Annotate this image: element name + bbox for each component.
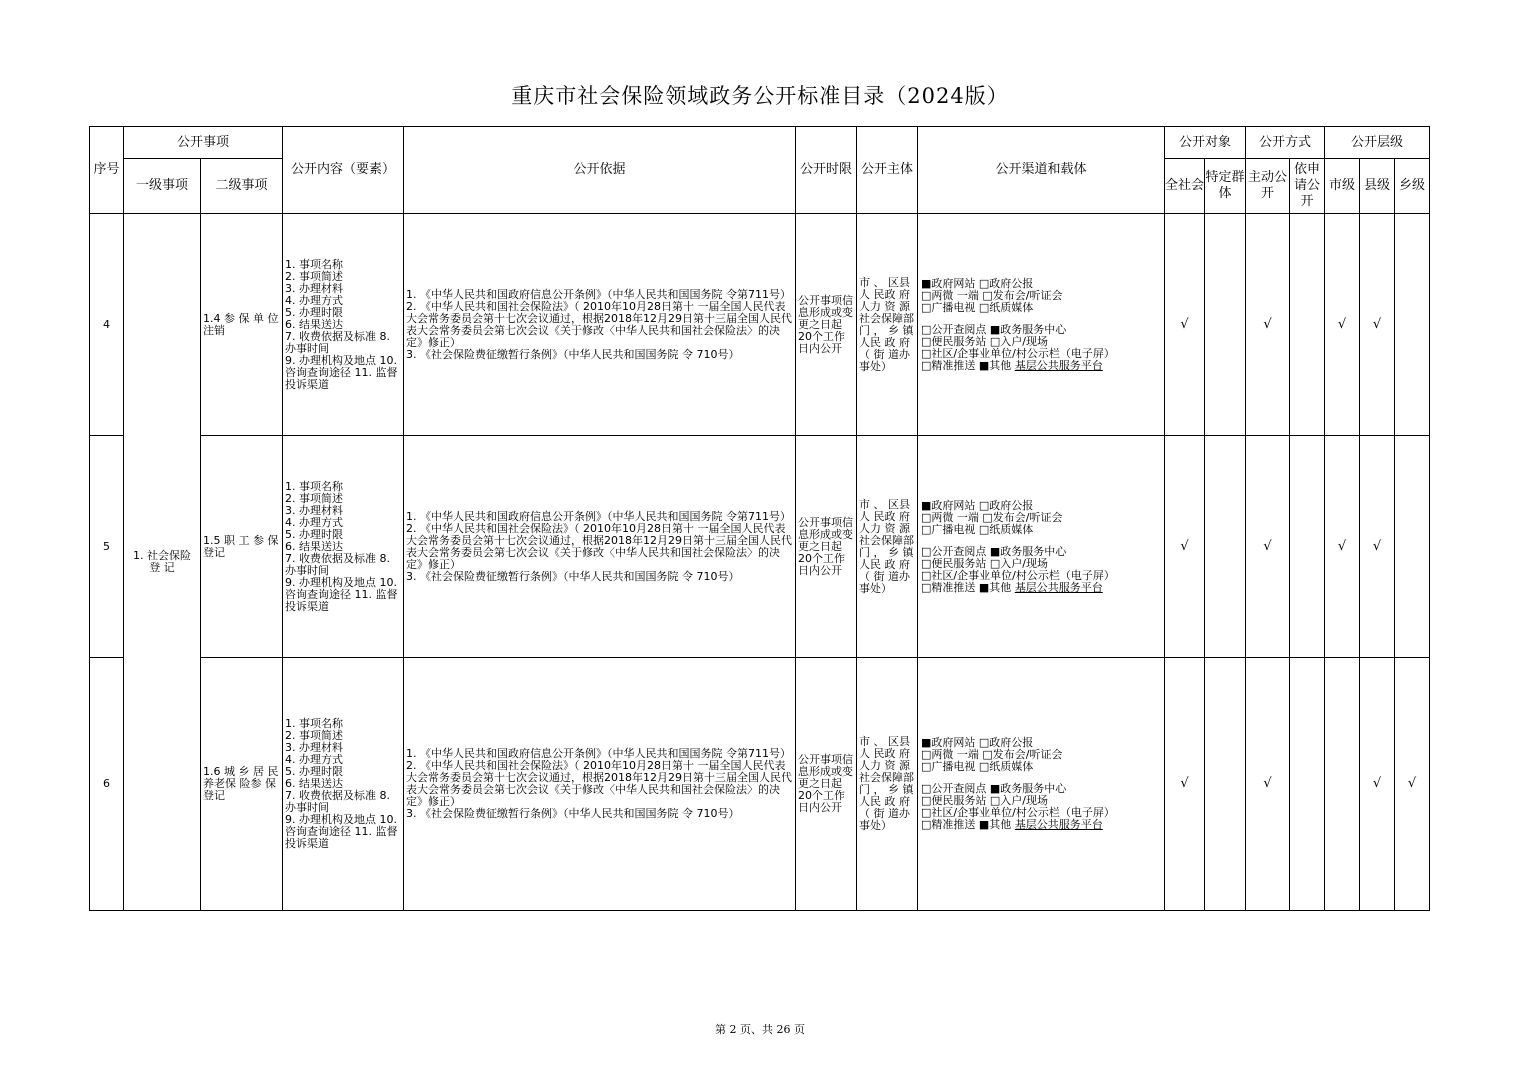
level-city-check [1325, 658, 1360, 911]
channel-line: □两微 一端 □发布会/听证会 [921, 748, 1063, 761]
level-county-check: √ [1360, 214, 1395, 436]
row-seq: 4 [90, 214, 124, 436]
channel-line: □两微 一端 □发布会/听证会 [921, 510, 1063, 524]
channel-list [918, 436, 1165, 658]
header-target-group: 公开对象 [1165, 127, 1246, 159]
basis-line: 3. 《社会保险费征缴暂行条例》（中华人民共和国国务院 令 710号） [406, 347, 740, 361]
document-title: 重庆市社会保险领域政务公开标准目录（2024版） [511, 84, 1009, 108]
target-specific-check [1205, 214, 1246, 436]
channel-line: □社区/企事业单位/村公示栏（电子屏） [921, 346, 1115, 360]
channel-line: □公开查阅点 ■政务服务中心 [921, 782, 1067, 795]
basis-line: 2. 《中华人民共和国社会保险法》（ 2010年10月28日第十 一届全国人民代表大会常务委员会第十七次会议通过，根据2018年12月29日第十三届全国人民代表大会常务委员会第七次会议《关于修改〈中华人民共和国社会保险法〉的决定》修正） [406, 299, 793, 349]
header-item-group: 公开事项 [124, 127, 283, 159]
target-all-check: √ [1165, 658, 1205, 911]
channel-line: □便民服务站 □入户/现场 [921, 794, 1049, 807]
mode-request-check [1290, 436, 1325, 658]
channel-line [921, 582, 1161, 594]
content-line: 1. 事项名称 [285, 717, 344, 730]
target-specific-check [1205, 436, 1246, 658]
target-all-check: √ [1165, 436, 1205, 658]
subject: 市 、 区县 人 民政 府 人力 资 源社会保障部门 ， 乡 镇 人民 政 府（ 街 道办事处） [857, 658, 918, 911]
content-line: 1. 事项名称 [285, 257, 344, 271]
content-line: 2. 事项简述 [285, 269, 344, 283]
content-line: 7. 收费依据及标准 8. 办事时间 [285, 551, 390, 577]
header-level-town: 乡级 [1395, 159, 1430, 214]
channel-line: ■政府网站 □政府公报 [921, 498, 1034, 512]
channel-line: ■政府网站 □政府公报 [921, 736, 1034, 749]
header-target-specific: 特定群体 [1205, 159, 1246, 214]
content-line: 5. 办理时限 [285, 527, 344, 541]
mode-active-check: √ [1246, 436, 1290, 658]
mode-request-check [1290, 214, 1325, 436]
content-line: 1. 事项名称 [285, 479, 344, 493]
channel-other-label: □精准推送 ■其他 [921, 580, 1012, 594]
channel-line [921, 819, 1161, 831]
channel-other-label: □精准推送 ■其他 [921, 818, 1012, 831]
header-level2: 二级事项 [201, 159, 283, 214]
channel-line: □便民服务站 □入户/现场 [921, 556, 1049, 570]
table-row [90, 214, 1430, 436]
content-list [283, 658, 404, 911]
level-town-check: √ [1395, 658, 1430, 911]
level1-item: 1. 社会保险 登 记 [124, 214, 201, 911]
basis-line: 2. 《中华人民共和国社会保险法》（ 2010年10月28日第十 一届全国人民代表大会常务委员会第十七次会议通过，根据2018年12月29日第十三届全国人民代表大会常务委员会第七次会议《关于修改〈中华人民共和国社会保险法〉的决定》修正） [406, 521, 793, 571]
channel-line: □广播电视 □纸质媒体 [921, 300, 1034, 314]
basis-line: 3. 《社会保险费征缴暂行条例》（中华人民共和国国务院 令 710号） [406, 807, 740, 820]
basis-list [404, 214, 796, 436]
content-list [283, 436, 404, 658]
channel-line: ■政府网站 □政府公报 [921, 276, 1034, 290]
content-line: 7. 收费依据及标准 8. 办事时间 [285, 329, 390, 355]
table-row [90, 436, 1430, 658]
content-line: 2. 事项简述 [285, 491, 344, 505]
content-line: 4. 办理方式 [285, 293, 344, 307]
subject: 市 、 区县 人 民政 府 人力 资 源社会保障部门 ， 乡 镇 人民 政 府（ 街 道办事处） [857, 436, 918, 658]
target-specific-check [1205, 658, 1246, 911]
header-mode-active: 主动公开 [1246, 159, 1290, 214]
header-basis: 公开依据 [404, 127, 796, 214]
row-seq: 5 [90, 436, 124, 658]
channel-line: □广播电视 □纸质媒体 [921, 760, 1034, 773]
basis-list [404, 658, 796, 911]
level-town-check [1395, 214, 1430, 436]
level-city-check: √ [1325, 214, 1360, 436]
content-line: 9. 办理机构及地点 10. 咨询查询途径 11. 监督投诉渠道 [285, 353, 398, 391]
content-line: 3. 办理材料 [285, 503, 344, 517]
table-row [90, 658, 1430, 911]
content-line: 7. 收费依据及标准 8. 办事时间 [285, 789, 390, 814]
basis-list [404, 436, 796, 658]
row-seq: 6 [90, 658, 124, 911]
header-mode-request: 依申请公开 [1290, 159, 1325, 214]
time-limit: 公开事项信息形成或变更之日起20个工作日内公开 [796, 214, 857, 436]
channel-line: □社区/企事业单位/村公示栏（电子屏） [921, 806, 1115, 819]
basis-line: 3. 《社会保险费征缴暂行条例》（中华人民共和国国务院 令 710号） [406, 569, 740, 583]
channel-line: □公开查阅点 ■政务服务中心 [921, 544, 1067, 558]
header-target-all: 全社会 [1165, 159, 1205, 214]
target-all-check: √ [1165, 214, 1205, 436]
header-content: 公开内容（要素） [283, 127, 404, 214]
channel-line: □便民服务站 □入户/现场 [921, 334, 1049, 348]
content-line: 4. 办理方式 [285, 753, 344, 766]
content-line: 5. 办理时限 [285, 305, 344, 319]
content-line: 9. 办理机构及地点 10. 咨询查询途径 11. 监督投诉渠道 [285, 813, 398, 850]
channel-other-value: 基层公共服务平台 [1014, 818, 1103, 831]
channel-line: □社区/企事业单位/村公示栏（电子屏） [921, 568, 1115, 582]
level-city-check: √ [1325, 436, 1360, 658]
content-line: 6. 结果送达 [285, 539, 344, 553]
time-limit: 公开事项信息形成或变更之日起20个工作日内公开 [796, 436, 857, 658]
level-county-check: √ [1360, 658, 1395, 911]
level2-item: 1.4 参 保 单 位 注销 [201, 214, 283, 436]
header-level-group: 公开层级 [1325, 127, 1430, 159]
basis-line: 1. 《中华人民共和国政府信息公开条例》（中华人民共和国国务院 令第711号） [406, 747, 791, 760]
channel-line: □两微 一端 □发布会/听证会 [921, 288, 1063, 302]
content-line: 5. 办理时限 [285, 765, 344, 778]
basis-line: 1. 《中华人民共和国政府信息公开条例》（中华人民共和国国务院 令第711号） [406, 287, 791, 301]
channel-other-value: 基层公共服务平台 [1014, 358, 1103, 372]
channel-line: □广播电视 □纸质媒体 [921, 522, 1034, 536]
content-list [283, 214, 404, 436]
header-level1: 一级事项 [124, 159, 201, 214]
header-mode-group: 公开方式 [1246, 127, 1325, 159]
header-seq: 序号 [90, 127, 124, 214]
content-line: 4. 办理方式 [285, 515, 344, 529]
content-line: 3. 办理材料 [285, 741, 344, 754]
mode-active-check: √ [1246, 658, 1290, 911]
mode-request-check [1290, 658, 1325, 911]
time-limit: 公开事项信息形成或变更之日起20个工作日内公开 [796, 658, 857, 911]
level-county-check: √ [1360, 436, 1395, 658]
mode-active-check: √ [1246, 214, 1290, 436]
content-line: 3. 办理材料 [285, 281, 344, 295]
content-line: 6. 结果送达 [285, 317, 344, 331]
channel-list [918, 214, 1165, 436]
header-subject: 公开主体 [857, 127, 918, 214]
header-channel: 公开渠道和载体 [918, 127, 1165, 214]
channel-other-label: □精准推送 ■其他 [921, 358, 1012, 372]
level-town-check [1395, 436, 1430, 658]
channel-other-value: 基层公共服务平台 [1014, 580, 1103, 594]
disclosure-table [89, 126, 1430, 911]
channel-line [921, 360, 1161, 372]
header-level-city: 市级 [1325, 159, 1360, 214]
channel-line: □公开查阅点 ■政务服务中心 [921, 322, 1067, 336]
header-time-limit: 公开时限 [796, 127, 857, 214]
basis-line: 1. 《中华人民共和国政府信息公开条例》（中华人民共和国国务院 令第711号） [406, 509, 791, 523]
content-line: 9. 办理机构及地点 10. 咨询查询途径 11. 监督投诉渠道 [285, 575, 398, 613]
header-level-county: 县级 [1360, 159, 1395, 214]
page-number: 第 2 页、共 26 页 [715, 1023, 805, 1036]
channel-list [918, 658, 1165, 911]
content-line: 6. 结果送达 [285, 777, 344, 790]
level2-item: 1.5 职 工 参 保 登记 [201, 436, 283, 658]
content-line: 2. 事项简述 [285, 729, 344, 742]
basis-line: 2. 《中华人民共和国社会保险法》（ 2010年10月28日第十 一届全国人民代表大会常务委员会第十七次会议通过，根据2018年12月29日第十三届全国人民代表大会常务委员会第七次会议《关于修改〈中华人民共和国社会保险法〉的决定》修正） [406, 759, 793, 808]
level2-item: 1.6 城 乡 居 民 养老保 险参 保登记 [201, 658, 283, 911]
subject: 市 、 区县 人 民政 府 人力 资 源社会保障部门 ， 乡 镇 人民 政 府（ 街 道办事处） [857, 214, 918, 436]
